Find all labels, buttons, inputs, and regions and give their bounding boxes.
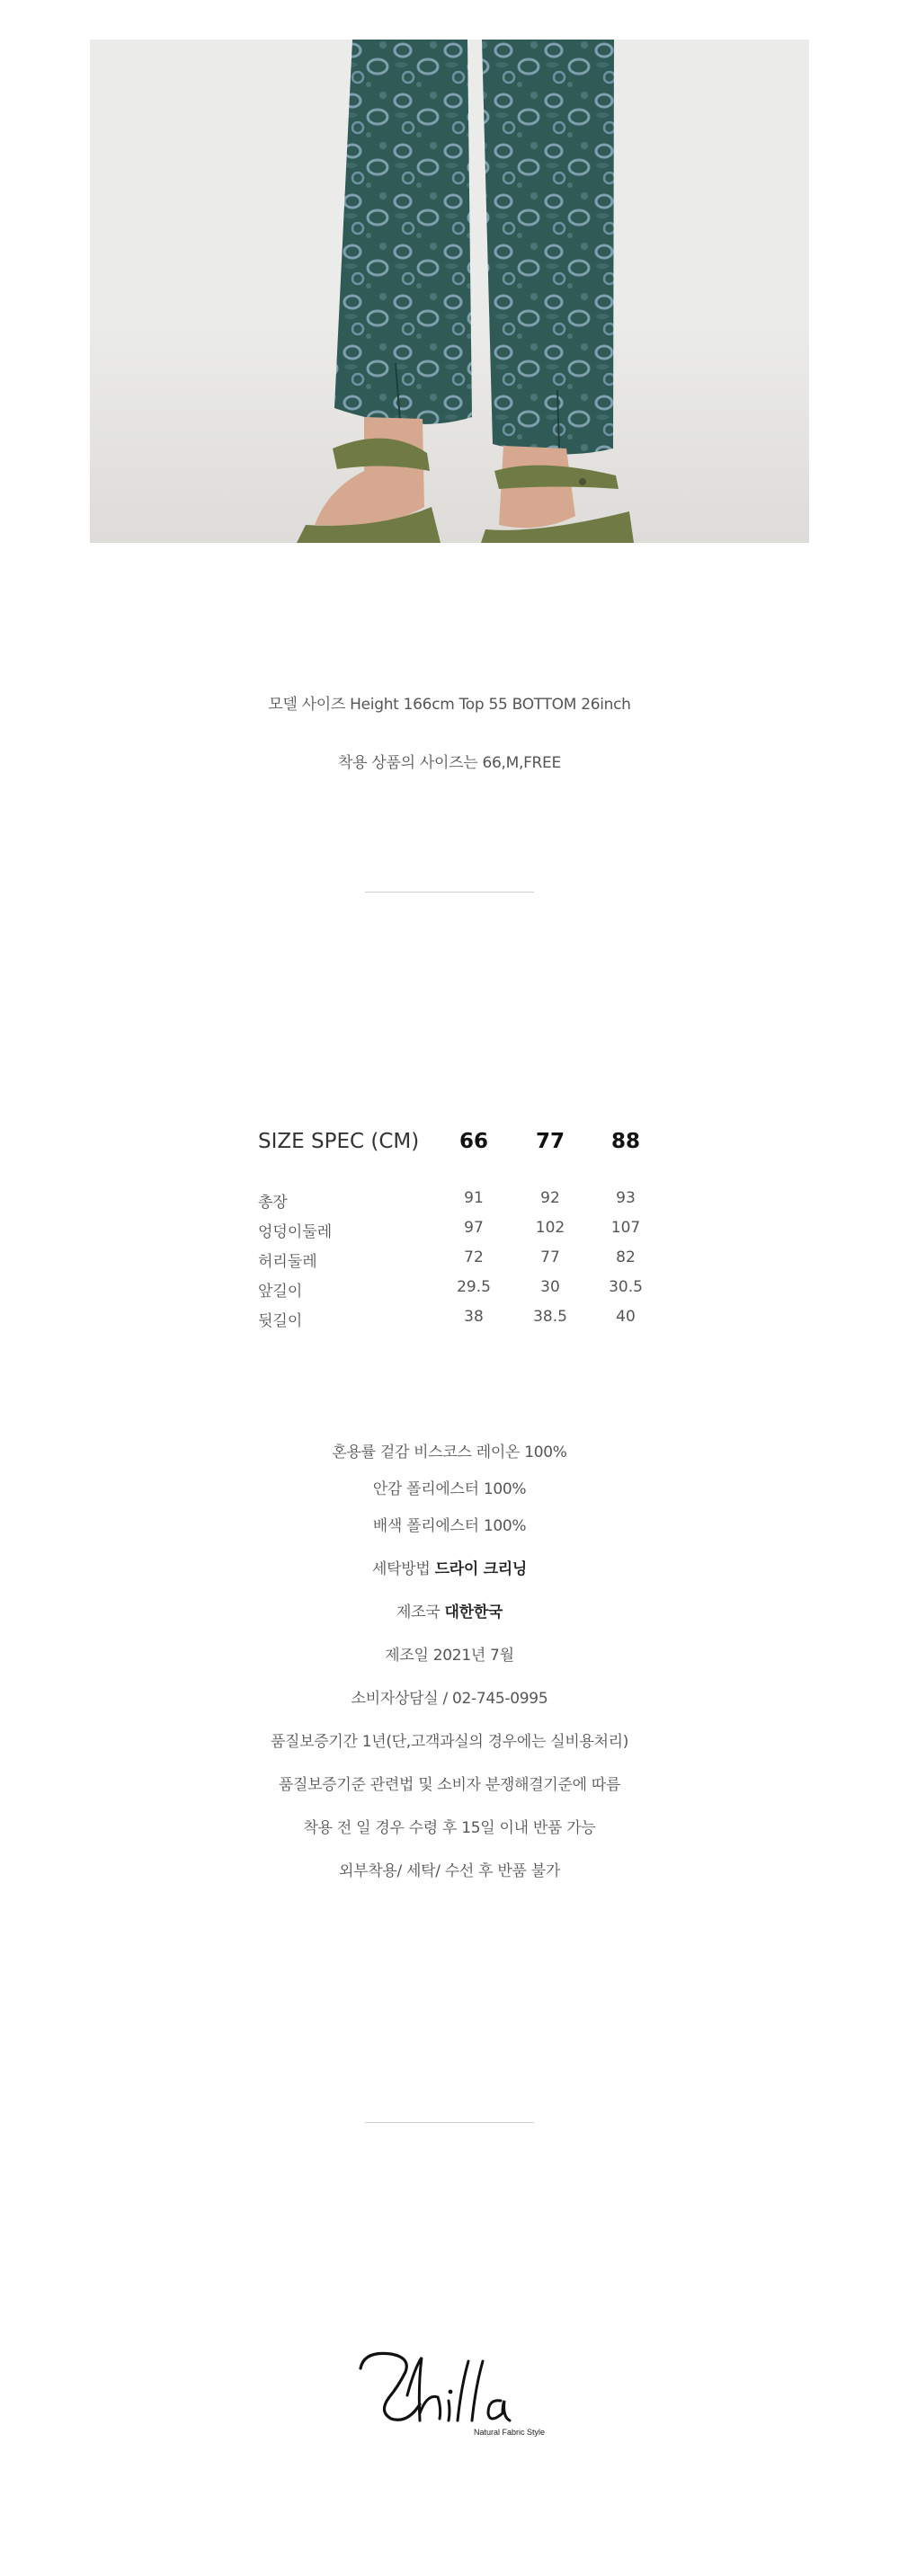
model-size-line: 모델 사이즈 Height 166cm Top 55 BOTTOM 26inch — [268, 696, 631, 714]
consumer-center: 소비자상담실 / 02-745-0995 — [351, 1690, 548, 1708]
brand-tagline: Natural Fabric Style — [474, 2428, 546, 2437]
origin-country — [0, 1598, 899, 1641]
table-cell: 93 — [616, 1189, 636, 1207]
wash-method-value: 드라이 크리닝 — [434, 1560, 527, 1578]
table-cell: 77 — [540, 1248, 560, 1266]
product-photo — [90, 40, 809, 543]
wash-method — [0, 1555, 899, 1598]
row-label: 뒷길이 — [258, 1312, 303, 1330]
row-label: 엉덩이둘레 — [258, 1223, 333, 1241]
blend-ratio: 혼용률 겉감 비스코스 레이온 100% — [332, 1443, 567, 1461]
origin-value: 대한한국 — [444, 1603, 503, 1621]
size-column-header: 88 — [610, 1130, 640, 1153]
table-cell: 30.5 — [609, 1278, 643, 1296]
row-label: 앞길이 — [258, 1283, 303, 1301]
size-spec-table — [258, 1130, 645, 1337]
warranty-period: 품질보증기간 1년(단,고객과실의 경우에는 실비용처리) — [270, 1733, 629, 1751]
divider — [365, 892, 534, 893]
origin-label: 제조국 — [396, 1603, 445, 1621]
table-row — [258, 1278, 645, 1308]
product-info — [0, 1438, 899, 1900]
worn-size-line: 착용 상품의 사이즈는 66,M,FREE — [338, 754, 561, 772]
table-cell: 38.5 — [533, 1308, 567, 1326]
wash-method-label: 세탁방법 — [372, 1560, 435, 1578]
no-return-notice: 외부착용/ 세탁/ 수선 후 반품 불가 — [339, 1862, 560, 1880]
trim-material: 배색 폴리에스터 100% — [372, 1517, 527, 1535]
size-spec-title: SIZE SPEC (CM) — [258, 1130, 420, 1153]
table-cell: 107 — [610, 1219, 641, 1237]
divider — [365, 2122, 534, 2123]
table-cell: 92 — [540, 1189, 560, 1207]
lining-material: 안감 폴리에스터 100% — [372, 1480, 527, 1498]
table-cell: 38 — [464, 1308, 484, 1326]
size-spec-header — [258, 1130, 645, 1173]
table-cell: 97 — [464, 1219, 484, 1237]
row-label: 총장 — [258, 1194, 288, 1212]
table-cell: 40 — [616, 1308, 636, 1326]
return-policy: 착용 전 일 경우 수령 후 15일 이내 반품 가능 — [303, 1819, 596, 1837]
size-column-header: 66 — [458, 1130, 488, 1153]
manufacture-date: 제조일 2021년 7월 — [385, 1647, 514, 1665]
table-cell: 30 — [540, 1278, 560, 1296]
table-cell: 29.5 — [457, 1278, 491, 1296]
table-row — [258, 1219, 645, 1248]
table-cell: 102 — [535, 1219, 565, 1237]
table-row — [258, 1308, 645, 1337]
table-cell: 72 — [464, 1248, 484, 1266]
table-cell: 82 — [616, 1248, 636, 1266]
warranty-standard: 품질보증기준 관련법 및 소비자 분쟁해결기준에 따름 — [278, 1776, 621, 1794]
table-row — [258, 1189, 645, 1219]
table-row — [258, 1248, 645, 1278]
table-cell: 91 — [464, 1189, 484, 1207]
row-label: 허리둘레 — [258, 1253, 317, 1271]
brand-logo — [355, 2341, 548, 2440]
size-column-header: 77 — [535, 1130, 565, 1153]
